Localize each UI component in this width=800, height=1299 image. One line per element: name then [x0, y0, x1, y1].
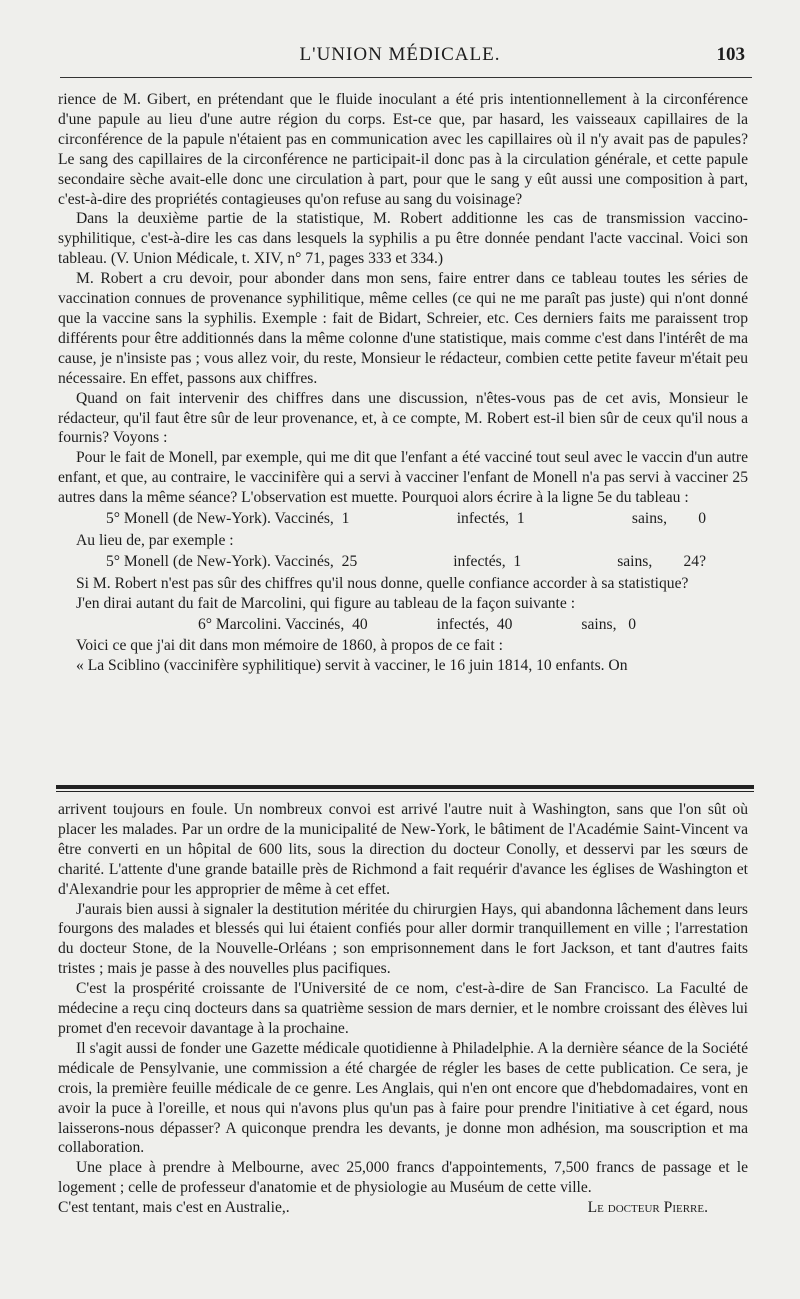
case-label: 5° Monell (de New-York). Vaccinés, 25: [106, 552, 358, 570]
journal-title: L'UNION MÉDICALE.: [299, 44, 501, 65]
closing-line: [58, 1198, 748, 1218]
paragraph: Une place à prendre à Melbourne, avec 25,000 francs d'appointements, 7,500 francs de passage et le logement ; celle de professeur d'anatomie et de physiologie au Muséum de cette ville.: [58, 1159, 748, 1197]
healthy-cell: sains, 0: [631, 510, 706, 528]
author-signature: Le docteur Pierre.: [587, 1199, 708, 1217]
paragraph: Voici ce que j'ai dit dans mon mémoire de 1860, à propos de ce fait :: [76, 637, 503, 655]
feuilleton-column: [58, 800, 748, 1218]
paragraph: M. Robert a cru devoir, pour abonder dans mon sens, faire entrer dans ce tableau toutes les séries de vaccination connues de provenance syphilitique, même celles (ce qui ne me paraît pas juste) qui n'ont donné que la vaccine sans la syphilis. Exemple : fait de Bidart, Schreier, etc. Ces derniers faits me paraissent trop différents pour être additionnés dans la même colonne d'une statistique, mais comme c'est dans l'intérêt de ma cause, je n'insiste pas ; vous allez voir, du reste, Monsieur le rédacteur, combien cette petite faveur m'était peu nécessaire. En effet, passons aux chiffres.: [58, 270, 748, 387]
infected-cell: infectés, 1: [453, 552, 522, 570]
paragraph: Pour le fait de Monell, par exemple, qui me dit que l'enfant a été vacciné tout seul avec le vaccin d'un autre enfant, et que, au contraire, le vaccinifère qui a servi à vacciner l'enfant de Monell n'a pas servi à vacciner 25 autres dans la même séance? L'observation est muette. Pourquoi alors écrire à la ligne 5e du tableau :: [58, 449, 748, 507]
healthy-cell: sains, 0: [581, 615, 636, 633]
case-label: 6° Marcolini. Vaccinés, 40: [198, 615, 368, 633]
paragraph: J'en dirai autant du fait de Marcolini, qui figure au tableau de la façon suivante :: [76, 594, 576, 612]
paragraph: rience de M. Gibert, en prétendant que le fluide inoculant a été pris intentionnellement à la circonférence d'une papule au lieu d'une autre région du corps. Est-ce que, par hasard, les vaisseaux capillaires de la circonférence de la papule n'étaient pas en communication avec les capillaires où il n'y avait pas de papules? Le sang des capillaires de la circonférence ne participait-il donc pas à la circulation générale, et cette papule secondaire sèche avait-elle donc une circulation à part, pour que le sang y eût aussi une composition à part, c'est-à-dire des propriétés contagieuses qu'on refuse au sang du voisinage?: [58, 91, 748, 208]
statistic-row: [58, 552, 748, 572]
paragraph: arrivent toujours en foule. Un nombreux convoi est arrivé l'autre nuit à Washington, sans que l'on sût où placer les malades. Par un ordre de la municipalité de New-York, le bâtiment de l'Académie Saint-Vincent va être converti en un hôpital de 600 lits, sous la direction du docteur Conolly, et desservi par les sœurs de charité. L'attente d'une grande bataille près de Richmond a fait requérir d'avance les églises de Washington et d'Alexandrie pour les approprier de même à cet effet.: [58, 801, 748, 898]
infected-cell: infectés, 1: [456, 510, 525, 528]
paragraph: J'aurais bien aussi à signaler la destitution méritée du chirurgien Hays, qui abandonna lâchement dans leurs fourgons des malades et blessés qui lui étaient confiés pour aller dormir tranquillement en ville ; l'arrestation du docteur Stone, de la Nouvelle-Orléans ; son emprisonnement dans le fort Jackson, et tant d'autres faits tristes ; mais je passe à des nouvelles plus pacifiques.: [58, 900, 748, 978]
healthy-cell: sains, 24?: [617, 552, 706, 570]
paragraph: Si M. Robert n'est pas sûr des chiffres qu'il nous donne, quelle confiance accorder à sa statistique?: [76, 574, 689, 592]
paragraph: Quand on fait intervenir des chiffres dans une discussion, n'êtes-vous pas de cet avis, Monsieur le rédacteur, qu'il faut être sûr de leur provenance, et, à ce compte, M. Robert est-il bien sûr de ceux qu'il nous a fournis? Voyons :: [58, 389, 748, 447]
article-column: [58, 90, 748, 676]
paragraph: « La Sciblino (vaccinifère syphilitique) servit à vacciner, le 16 juin 1814, 10 enfants. On: [76, 657, 628, 675]
page-number: 103: [716, 44, 745, 65]
running-header: [55, 42, 745, 68]
statistic-row: [58, 615, 748, 635]
closing-sentence: C'est tentant, mais c'est en Australie,.: [58, 1199, 290, 1217]
section-separator: [56, 785, 754, 793]
case-label: 5° Monell (de New-York). Vaccinés, 1: [106, 510, 350, 528]
statistic-row: [58, 509, 748, 529]
paragraph: Il s'agit aussi de fonder une Gazette médicale quotidienne à Philadelphie. A la dernière séance de la Société médicale de Pensylvanie, une commission a été chargée de régler les bases de cette publication. Ce sera, je crois, la première feuille médicale de ce genre. Les Anglais, qui n'en ont encore que d'hebdomadaires, vont en avoir la puce à l'oreille, et nous qui n'avons plus qu'un pas à faire pour prendre l'initiative à cet égard, nous laisserons-nous dépasser? A quiconque prendra les devants, je donne mon adhésion, ma souscription et ma collaboration.: [58, 1039, 748, 1157]
separator-thin-rule: [56, 791, 754, 792]
separator-thick-rule: [56, 785, 754, 789]
header-rule: [60, 77, 752, 78]
infected-cell: infectés, 40: [436, 615, 513, 633]
paragraph: C'est la prospérité croissante de l'Université de ce nom, c'est-à-dire de San Francisco. La Faculté de médecine a reçu cinq docteurs dans sa quatrième session de mars dernier, et le nombre croissant des élèves lui promet d'en recevoir davantage à la prochaine.: [58, 980, 748, 1037]
paragraph: Dans la deuxième partie de la statistique, M. Robert additionne les cas de transmission vaccino-syphilitique, c'est-à-dire les cas dans lesquels la syphilis a pu être donnée pendant l'acte vaccinal. Voici son tableau. (V. Union Médicale, t. XIV, n° 71, pages 333 et 334.): [58, 210, 748, 268]
paragraph: Au lieu de, par exemple :: [76, 531, 234, 549]
